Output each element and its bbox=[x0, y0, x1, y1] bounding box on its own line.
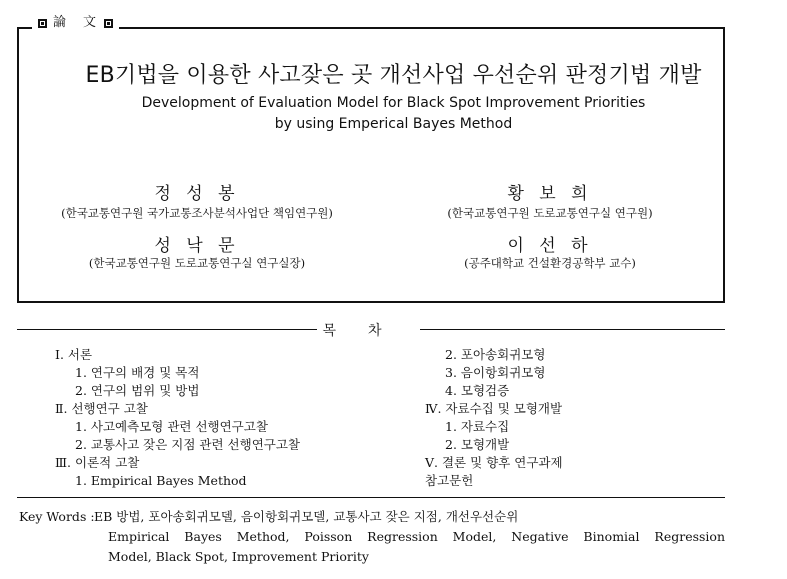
toc-item: Ⅲ. 이론적 고찰 bbox=[55, 455, 140, 470]
keywords-rule bbox=[17, 497, 725, 498]
toc-item: Ⅱ. 선행연구 고찰 bbox=[55, 401, 148, 416]
english-title bbox=[0, 93, 787, 135]
toc-item: 1. 사고예측모형 관련 선행연구고찰 bbox=[75, 419, 268, 434]
toc-item: 2. 포아송회귀모형 bbox=[445, 347, 546, 362]
toc-heading: 목차 bbox=[322, 323, 414, 339]
toc-right-column bbox=[425, 346, 563, 490]
section-tag bbox=[32, 12, 119, 34]
author-name: 성 낙 문 bbox=[154, 236, 240, 256]
toc-item: 4. 모형검증 bbox=[445, 383, 510, 398]
keywords-english-line1: Empirical Bayes Method, Poisson Regression Model, Negative Binomial Regression bbox=[108, 529, 725, 544]
square-bullet-icon bbox=[104, 19, 113, 28]
toc-item: 2. 교통사고 잦은 지점 관련 선행연구고찰 bbox=[75, 437, 300, 452]
toc-rule-left bbox=[17, 329, 317, 330]
author-affiliation: (한국교통연구원 도로교통연구실 연구실장) bbox=[88, 256, 306, 270]
keywords-english-line2: Model, Black Spot, Improvement Priority bbox=[108, 549, 369, 564]
toc-item: 1. 자료수집 bbox=[445, 419, 510, 434]
toc-item: Ⅰ. 서론 bbox=[55, 347, 93, 362]
square-bullet-icon bbox=[38, 19, 47, 28]
toc-left-column bbox=[55, 346, 300, 490]
korean-title: EB기법을 이용한 사고잦은 곳 개선사업 우선순위 판정기법 개발 bbox=[85, 63, 702, 88]
toc-item: Ⅳ. 자료수집 및 모형개발 bbox=[425, 401, 563, 416]
author-name: 황 보 희 bbox=[507, 184, 593, 204]
toc-item: 2. 연구의 범위 및 방법 bbox=[75, 383, 200, 398]
toc-item: 참고문헌 bbox=[425, 473, 474, 488]
author-affiliation: (한국교통연구원 도로교통연구실 연구원) bbox=[447, 206, 653, 220]
keywords-label: Key Words : bbox=[19, 509, 95, 524]
toc-rule-right bbox=[420, 329, 725, 330]
toc-item: 1. 연구의 배경 및 목적 bbox=[75, 365, 200, 380]
toc-item: 2. 모형개발 bbox=[445, 437, 510, 452]
keywords-list bbox=[94, 507, 725, 567]
author-name: 이 선 하 bbox=[507, 236, 593, 256]
english-title-line1: Development of Evaluation Model for Black Spot Improvement Priorities bbox=[141, 95, 646, 111]
toc-item: 1. Empirical Bayes Method bbox=[75, 473, 247, 488]
section-tag-label: 論 文 bbox=[53, 15, 99, 30]
english-title-line2: by using Emperical Bayes Method bbox=[274, 116, 513, 132]
toc-item: Ⅴ. 결론 및 향후 연구과제 bbox=[425, 455, 563, 470]
keywords-korean: EB 방법, 포아송회귀모델, 음이항회귀모델, 교통사고 잦은 지점, 개선우선순위 bbox=[94, 509, 519, 524]
author-affiliation: (공주대학교 건설환경공학부 교수) bbox=[464, 256, 636, 270]
toc-item: 3. 음이항회귀모형 bbox=[445, 365, 546, 380]
author-name: 정 성 봉 bbox=[154, 184, 240, 204]
author-affiliation: (한국교통연구원 국가교통조사분석사업단 책임연구원) bbox=[61, 206, 333, 220]
